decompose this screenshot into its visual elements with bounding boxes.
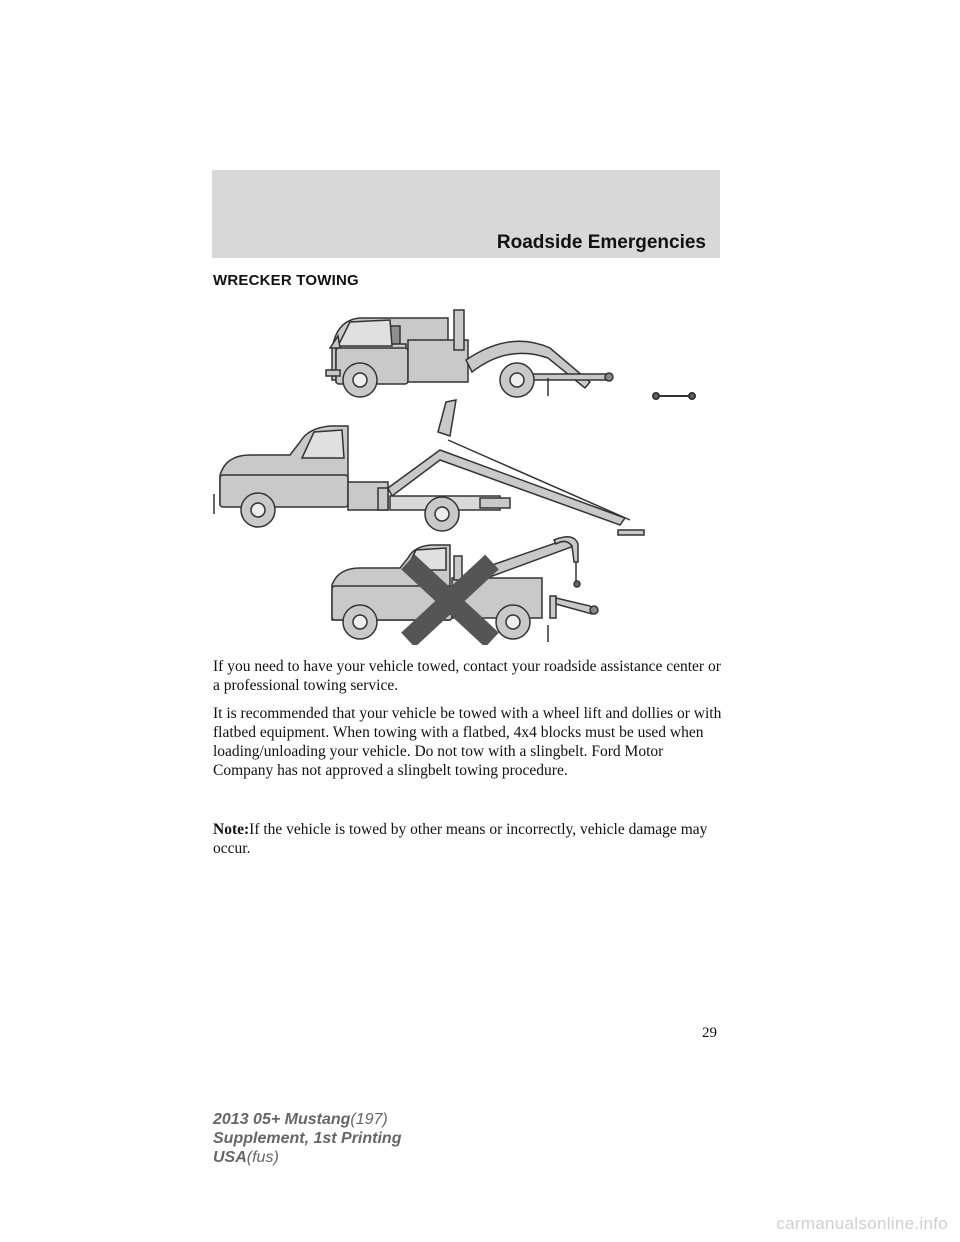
note-paragraph bbox=[213, 820, 723, 858]
watermark: carmanualsonline.info bbox=[776, 1214, 948, 1233]
paragraph-recommended-towing: It is recommended that your vehicle be towed with a wheel lift and dollies or with flatbed equipment. When towing with a flatbed, 4x4 blocks must be used when loading/unloading your vehicle. Do not tow with a slingbelt. Ford Motor Company has not approved a slingbelt towing procedure. bbox=[213, 705, 722, 779]
footer-market: USA bbox=[213, 1149, 247, 1166]
page-number: 29 bbox=[702, 1025, 717, 1041]
section-heading: WRECKER TOWING bbox=[213, 272, 359, 289]
towing-methods-illustration bbox=[210, 300, 730, 645]
footer-model-code: (197) bbox=[350, 1111, 388, 1128]
section-header-band bbox=[212, 170, 720, 258]
section-title: Roadside Emergencies bbox=[496, 232, 706, 253]
footer-market-code: (fus) bbox=[246, 1149, 279, 1166]
document-footer bbox=[213, 1110, 401, 1167]
footer-printing: Supplement, 1st Printing bbox=[213, 1130, 402, 1147]
note-label: Note: bbox=[213, 821, 250, 838]
wheel-lift-truck-icon bbox=[326, 310, 613, 397]
footer-model: 2013 05+ Mustang bbox=[213, 1111, 351, 1128]
dolly-icon bbox=[653, 393, 695, 399]
flatbed-truck-icon bbox=[214, 400, 644, 535]
paragraph-contact-towing: If you need to have your vehicle towed, contact your roadside assistance center or a professional towing service. bbox=[213, 658, 721, 694]
note-text: If the vehicle is towed by other means or incorrectly, vehicle damage may occur. bbox=[213, 821, 708, 857]
